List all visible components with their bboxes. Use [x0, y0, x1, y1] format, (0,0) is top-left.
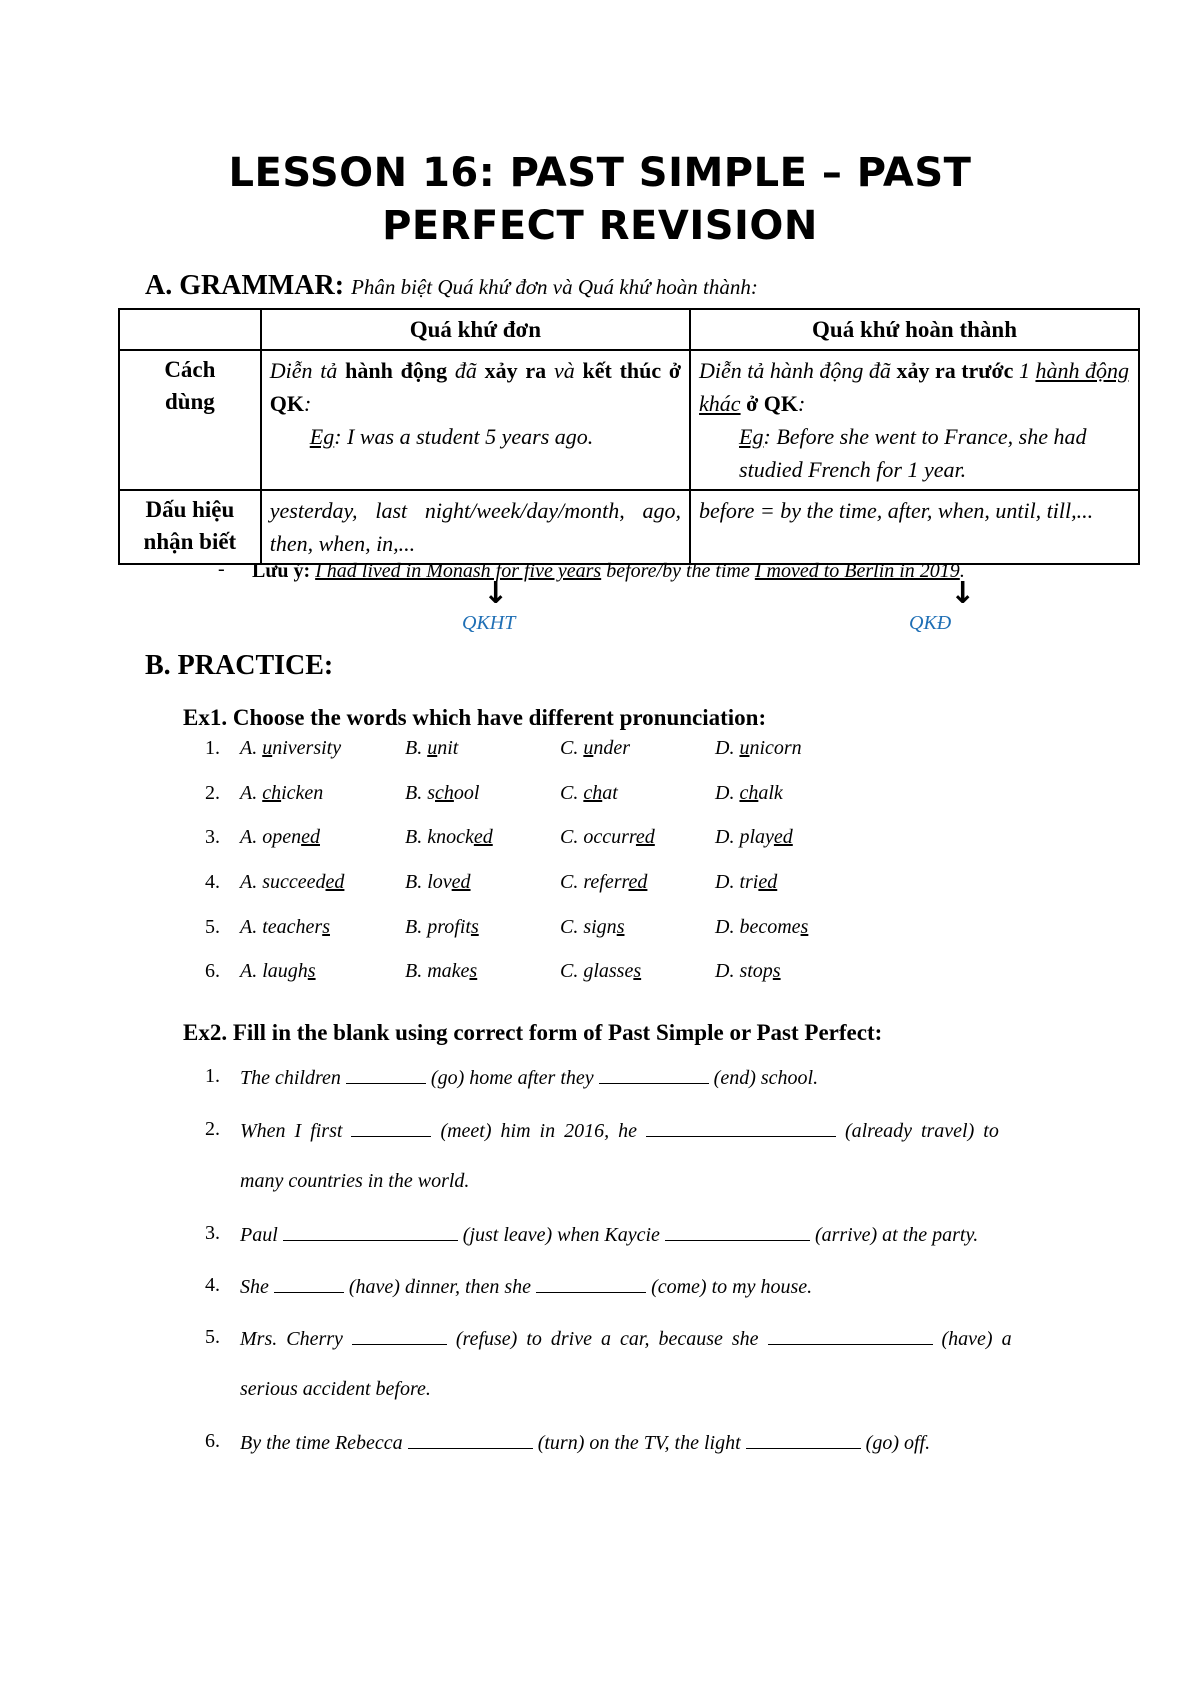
ex1-option-d[interactable] [715, 871, 777, 894]
pp-eg-label: Eg [739, 424, 764, 449]
page-title-line-2: PERFECT REVISION [382, 203, 818, 249]
ex1-option-d[interactable] [715, 782, 783, 805]
ex2-segment: Mrs. Cherry [240, 1328, 343, 1350]
ex1-option-b[interactable] [405, 916, 479, 939]
ex2-segment: (refuse) to drive a car, because she [455, 1328, 759, 1350]
ex1-title: Ex1. Choose the words which have different pronunciation: [183, 705, 767, 730]
option-post: niversity [272, 737, 342, 759]
ps-use-7: thúc ở QK [269, 358, 682, 416]
option-ul: s [307, 960, 316, 982]
col-header-past-simple: Quá khứ đơn [261, 309, 690, 350]
pp-eg-text-1: : Before she went to France, she had [763, 424, 1087, 449]
ex2-number: 5. [205, 1326, 220, 1348]
pp-eg-text-2: studied French for 1 year. [739, 457, 967, 482]
ps-use-4: xảy ra [484, 358, 547, 383]
ex1-option-a[interactable] [240, 782, 323, 805]
answer-blank[interactable] [768, 1326, 933, 1345]
grammar-table-header-row [119, 309, 1139, 350]
row-label-signs-line-1: Dấu hiệu [145, 497, 235, 522]
note-bullet: - [218, 558, 225, 580]
grammar-heading-label: A. GRAMMAR: [145, 270, 345, 301]
answer-blank[interactable] [646, 1118, 836, 1137]
answer-blank[interactable] [599, 1065, 709, 1084]
ps-use-3: đã [454, 358, 477, 383]
option-pre: C. [560, 737, 584, 759]
answer-blank[interactable] [351, 1118, 431, 1137]
option-ul: ed [758, 871, 778, 893]
ex1-option-d[interactable] [715, 916, 808, 939]
ex2-text [240, 1065, 1060, 1090]
ex1-option-a[interactable] [240, 826, 320, 849]
ex1-option-a[interactable] [240, 871, 344, 894]
ex1-option-c[interactable] [560, 871, 647, 894]
ex1-option-c[interactable] [560, 782, 618, 805]
ex2-segment: By the time Rebecca [240, 1432, 403, 1454]
ps-use-5: và [553, 358, 575, 383]
option-pre: A. teacher [240, 916, 323, 938]
ex1-number: 3. [205, 826, 220, 848]
ex1-option-b[interactable] [405, 871, 471, 894]
option-ul: s [322, 916, 330, 938]
answer-blank[interactable] [746, 1430, 861, 1449]
option-post: nicorn [749, 737, 802, 759]
ex2-number: 4. [205, 1274, 220, 1296]
ex1-option-b[interactable] [405, 782, 479, 805]
ex2-segment: (already travel) to [844, 1120, 999, 1142]
answer-blank[interactable] [283, 1222, 458, 1241]
option-pre: B. knock [405, 826, 474, 848]
arrow-down-icon: ↓ [950, 576, 976, 611]
grammar-table-usage-row [119, 350, 1139, 490]
option-ul: ed [473, 826, 493, 848]
option-ul: u [262, 737, 273, 759]
option-pre: B. [405, 737, 428, 759]
row-label-signs-line-2: nhận biết [143, 529, 237, 554]
ex2-text [240, 1222, 1060, 1247]
note-text [252, 558, 1067, 585]
ex2-text [240, 1326, 1060, 1351]
option-ul: ch [435, 782, 454, 804]
option-ul: s [616, 916, 625, 938]
option-pre: B. s [405, 782, 435, 804]
label-qkd: QKĐ [909, 612, 952, 634]
option-pre: C. glasse [560, 960, 634, 982]
past-perfect-usage-text [699, 354, 1130, 420]
arrow-down-icon: ↓ [483, 576, 509, 611]
ex2-number: 1. [205, 1065, 220, 1087]
option-pre: A. [240, 782, 263, 804]
ex2-number: 3. [205, 1222, 220, 1244]
option-pre: D. play [715, 826, 774, 848]
ex1-option-c[interactable] [560, 960, 641, 983]
page-title-line-1: LESSON 16: PAST SIMPLE – PAST [228, 150, 972, 196]
pp-use-5: ở QK [746, 391, 798, 416]
row-label-usage-line-2: dùng [164, 389, 215, 414]
option-pre: C. [560, 782, 584, 804]
option-ul: ch [583, 782, 603, 804]
option-ul: s [469, 960, 478, 982]
ex1-number: 4. [205, 871, 220, 893]
grammar-heading [145, 270, 758, 302]
option-pre: D. [715, 737, 740, 759]
answer-blank[interactable] [536, 1274, 646, 1293]
option-pre: A. succeed [240, 871, 326, 893]
ex2-number: 6. [205, 1430, 220, 1452]
grammar-table [118, 308, 1140, 565]
ex2-text [240, 1274, 1060, 1299]
option-pre: A. open [240, 826, 302, 848]
ex1-number: 2. [205, 782, 220, 804]
option-post: icken [281, 782, 324, 804]
option-pre: B. lov [405, 871, 452, 893]
ex1-option-a[interactable] [240, 960, 316, 983]
ex2-title: Ex2. Fill in the blank using correct form of Past Simple or Past Perfect: [183, 1020, 883, 1045]
option-ul: ed [635, 826, 655, 848]
ex1-option-a[interactable] [240, 737, 341, 760]
ex2-segment: (end) school. [713, 1067, 819, 1089]
answer-blank[interactable] [408, 1430, 533, 1449]
pp-use-1: Diễn tả hành động đã [699, 358, 891, 383]
answer-blank[interactable] [665, 1222, 810, 1241]
note-part-3: I moved to Berlin in 2019 [754, 560, 960, 582]
ex2-text: many countries in the world. [240, 1170, 470, 1192]
past-simple-usage-text [270, 354, 681, 420]
ex2-segment: The children [240, 1067, 341, 1089]
ex1-option-d[interactable] [715, 737, 802, 760]
option-ul: ch [739, 782, 759, 804]
past-simple-usage [261, 350, 690, 490]
note-part-2: before/by the time [606, 560, 750, 582]
ex2-segment: (just leave) when Kaycie [462, 1224, 660, 1246]
ex1-option-d[interactable] [715, 826, 793, 849]
ps-eg-text: : I was a student 5 years ago. [334, 424, 594, 449]
option-post: nit [437, 737, 459, 759]
option-ul: ed [451, 871, 471, 893]
option-post: nder [593, 737, 631, 759]
ex2-text: serious accident before. [240, 1378, 431, 1400]
ex2-segment: Paul [240, 1224, 278, 1246]
ex1-option-a[interactable] [240, 916, 330, 939]
ex2-number: 2. [205, 1118, 220, 1140]
past-simple-example [270, 420, 681, 453]
option-pre: D. [715, 782, 740, 804]
option-pre: D. stop [715, 960, 773, 982]
option-pre: D. tri [715, 871, 759, 893]
ex2-segment: (arrive) at the party. [814, 1224, 979, 1246]
option-pre: B. profit [405, 916, 471, 938]
option-pre: C. sign [560, 916, 617, 938]
ex2-text [240, 1118, 1060, 1143]
past-perfect-signs: before = by the time, after, when, until, till,... [690, 490, 1139, 564]
ex1-option-b[interactable] [405, 960, 477, 983]
option-post: at [602, 782, 618, 804]
pp-use-4: hành động khác [699, 358, 1129, 416]
option-ul: ed [301, 826, 320, 848]
label-qkht: QKHT [462, 612, 516, 634]
option-pre: C. occurr [560, 826, 636, 848]
answer-blank[interactable] [274, 1274, 344, 1293]
ex2-segment: (go) home after they [430, 1067, 594, 1089]
ex2-segment: (have) dinner, then she [348, 1276, 532, 1298]
ps-eg-label: Eg [309, 424, 335, 449]
ex2-segment: (go) off. [865, 1432, 931, 1454]
option-ul: ch [262, 782, 282, 804]
option-post: ool [453, 782, 480, 804]
ex1-option-b[interactable] [405, 737, 458, 760]
ex2-segment: (meet) him in 2016, he [440, 1120, 637, 1142]
ps-use-2: hành động [345, 358, 448, 383]
ex1-number: 1. [205, 737, 220, 759]
ex2-segment: She [240, 1276, 269, 1298]
option-post: alk [758, 782, 783, 804]
ex2-text [240, 1430, 1060, 1455]
practice-heading: B. PRACTICE: [145, 650, 334, 681]
ex2-segment: (have) a [941, 1328, 1012, 1350]
option-ul: s [800, 916, 809, 938]
note-part-1: I had lived in Monash for five years [315, 560, 602, 582]
grammar-table-corner [119, 309, 261, 350]
answer-blank[interactable] [346, 1065, 426, 1084]
row-label-usage [119, 350, 261, 490]
ps-use-1: Diễn tả [269, 358, 338, 383]
option-pre: A. [240, 737, 263, 759]
grammar-heading-note: Phân biệt Quá khứ đơn và Quá khứ hoàn thành: [351, 275, 758, 299]
ex2-segment: When I first [240, 1120, 343, 1142]
pp-use-3: 1 [1018, 358, 1030, 383]
ex2-segment: (turn) on the TV, the light [537, 1432, 741, 1454]
ex1-number: 6. [205, 960, 220, 982]
past-perfect-usage [690, 350, 1139, 490]
ex1-option-c[interactable] [560, 737, 630, 760]
row-label-signs [119, 490, 261, 564]
ex1-option-b[interactable] [405, 826, 493, 849]
note-part-4: . [959, 560, 965, 582]
ex1-option-d[interactable] [715, 960, 781, 983]
option-ul: s [470, 916, 479, 938]
ex1-option-c[interactable] [560, 826, 655, 849]
option-ul: u [427, 737, 438, 759]
option-ul: s [633, 960, 642, 982]
ex2-segment: (come) to my house. [651, 1276, 813, 1298]
pp-use-6: : [797, 391, 806, 416]
option-pre: B. make [405, 960, 470, 982]
option-ul: s [772, 960, 781, 982]
option-ul: ed [773, 826, 793, 848]
ps-use-8: : [303, 391, 312, 416]
past-simple-signs: yesterday, last night/week/day/month, ago, then, when, in,... [261, 490, 690, 564]
grammar-table-signs-row [119, 490, 1139, 564]
row-label-usage-line-1: Cách [164, 357, 216, 382]
option-ul: ed [628, 871, 648, 893]
ex1-option-c[interactable] [560, 916, 624, 939]
option-ul: ed [325, 871, 345, 893]
option-pre: C. referr [560, 871, 629, 893]
option-ul: u [739, 737, 750, 759]
option-pre: A. laugh [240, 960, 308, 982]
past-perfect-example [699, 420, 1130, 486]
ex1-number: 5. [205, 916, 220, 938]
option-ul: u [583, 737, 594, 759]
ps-use-6: kết [582, 358, 612, 383]
answer-blank[interactable] [352, 1326, 447, 1345]
col-header-past-perfect: Quá khứ hoàn thành [690, 309, 1139, 350]
option-pre: D. become [715, 916, 801, 938]
note-label: Lưu ý: [252, 560, 311, 582]
pp-use-2: xảy ra trước [896, 358, 1014, 383]
